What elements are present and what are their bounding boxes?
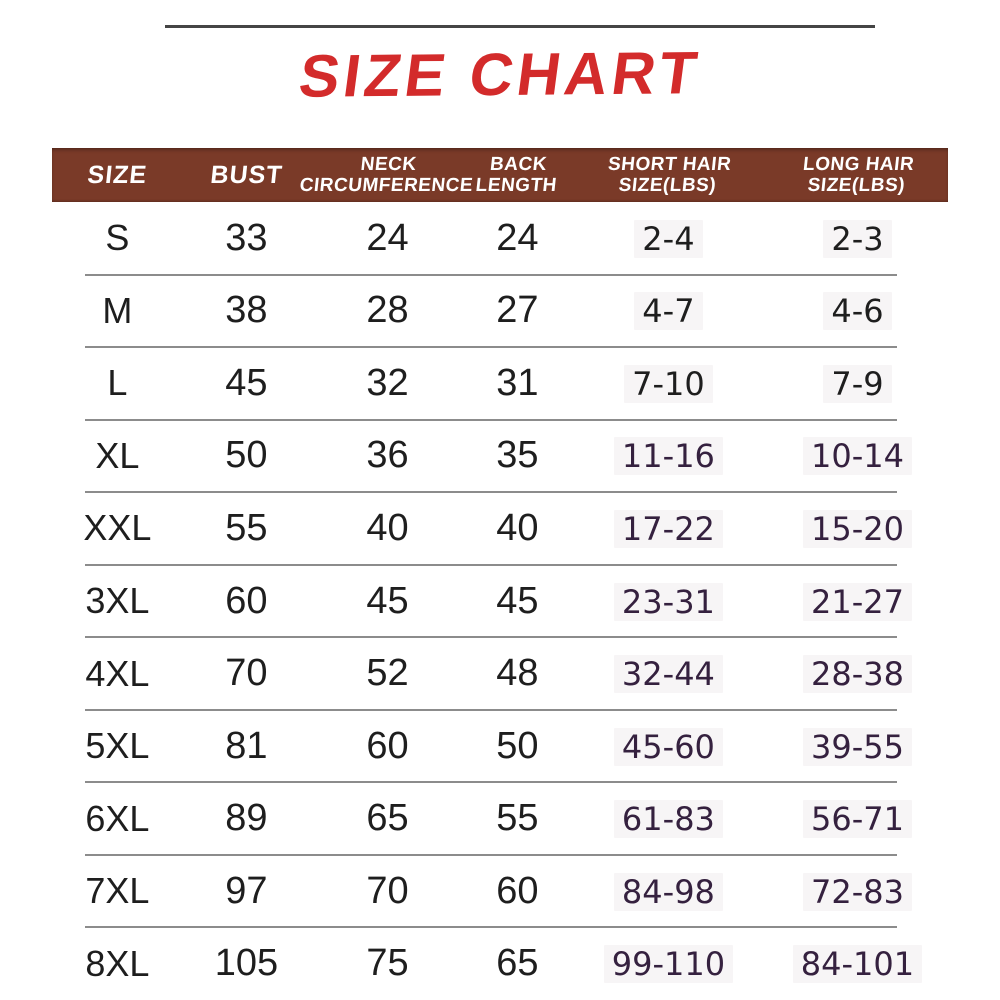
cell-short-hair-lbs (570, 942, 767, 985)
cell-value: 40 (496, 506, 539, 549)
cell-value: 81 (225, 724, 268, 767)
cell-long-hair-lbs (767, 870, 948, 913)
cell-size (52, 725, 183, 767)
column-header-label: SIZE (86, 161, 149, 189)
table-row-7xl (52, 855, 948, 928)
column-header-label-line1: NECK (359, 153, 418, 175)
column-header-label-line2: LENGTH (474, 175, 558, 196)
cell-value: 15-20 (803, 510, 912, 548)
cell-neck-circumference (310, 434, 465, 477)
table-row-s (52, 202, 948, 275)
cell-long-hair-lbs (767, 652, 948, 695)
cell-bust (183, 507, 310, 550)
column-header-label: BUST (208, 161, 284, 189)
cell-value: L (107, 362, 128, 404)
cell-value: 38 (225, 289, 268, 332)
column-header-label-line2: CIRCUMFERENCE (298, 175, 475, 196)
cell-value: 84-101 (793, 945, 922, 983)
cell-neck-circumference (310, 942, 465, 985)
cell-value: 11-16 (614, 437, 723, 475)
cell-value: 35 (496, 434, 539, 477)
cell-back-length (465, 870, 570, 913)
cell-back-length (465, 289, 570, 332)
cell-neck-circumference (310, 870, 465, 913)
cell-long-hair-lbs (767, 942, 948, 985)
cell-neck-circumference (310, 362, 465, 405)
table-row-xxl (52, 492, 948, 565)
cell-value: 50 (225, 434, 268, 477)
cell-long-hair-lbs (767, 362, 948, 405)
table-row-5xl (52, 710, 948, 783)
cell-size (52, 870, 183, 912)
cell-value: 7-10 (624, 365, 713, 403)
cell-short-hair-lbs (570, 797, 767, 840)
cell-value: 99-110 (604, 945, 733, 983)
cell-long-hair-lbs (767, 289, 948, 332)
cell-value: 45-60 (614, 728, 723, 766)
column-header-neck-circumference (298, 148, 475, 202)
cell-value: 28-38 (803, 655, 912, 693)
cell-short-hair-lbs (570, 434, 767, 477)
table-body (52, 202, 948, 1000)
cell-size (52, 507, 183, 549)
column-header-label-line2: SIZE(LBS) (617, 175, 718, 196)
size-chart-table (52, 148, 948, 1000)
cell-value: 7XL (85, 870, 150, 912)
table-row-8xl (52, 927, 948, 1000)
cell-short-hair-lbs (570, 870, 767, 913)
cell-bust (183, 217, 310, 260)
cell-long-hair-lbs (767, 434, 948, 477)
cell-size (52, 580, 183, 622)
cell-value: 56-71 (803, 800, 912, 838)
cell-bust (183, 797, 310, 840)
cell-short-hair-lbs (570, 725, 767, 768)
column-header-label-line2: SIZE(LBS) (806, 175, 907, 196)
cell-value: 17-22 (614, 510, 723, 548)
cell-value: S (105, 217, 130, 259)
cell-value: 97 (225, 869, 268, 912)
table-row-l (52, 347, 948, 420)
cell-neck-circumference (310, 580, 465, 623)
cell-bust (183, 580, 310, 623)
cell-back-length (465, 942, 570, 985)
cell-back-length (465, 652, 570, 695)
cell-long-hair-lbs (767, 725, 948, 768)
cell-neck-circumference (310, 507, 465, 550)
cell-size (52, 217, 183, 259)
cell-neck-circumference (310, 725, 465, 768)
cell-value: 72-83 (803, 873, 912, 911)
table-header-row (52, 148, 948, 202)
cell-value: 70 (366, 869, 409, 912)
cell-value: 4-7 (634, 292, 702, 330)
cell-value: 8XL (85, 942, 150, 984)
cell-value: 40 (366, 506, 409, 549)
cell-bust (183, 289, 310, 332)
cell-value: 70 (225, 652, 268, 695)
top-divider-line (165, 25, 875, 28)
cell-short-hair-lbs (570, 362, 767, 405)
cell-value: 60 (496, 869, 539, 912)
cell-value: 2-3 (823, 220, 891, 258)
column-header-back-length (462, 148, 573, 202)
column-header-label-line1: SHORT HAIR (606, 153, 733, 175)
cell-value: 89 (225, 797, 268, 840)
cell-long-hair-lbs (767, 217, 948, 260)
cell-value: 45 (496, 579, 539, 622)
cell-long-hair-lbs (767, 580, 948, 623)
cell-short-hair-lbs (570, 580, 767, 623)
cell-value: 39-55 (803, 728, 912, 766)
column-header-label-line1: LONG HAIR (801, 153, 916, 175)
cell-value: 5XL (85, 725, 150, 767)
cell-value: 105 (214, 942, 279, 985)
column-header-long-hair-size (764, 148, 951, 202)
cell-value: 75 (366, 942, 409, 985)
cell-value: 61-83 (614, 800, 723, 838)
cell-value: 4XL (85, 652, 150, 694)
column-header-size (49, 148, 185, 202)
cell-value: 48 (496, 652, 539, 695)
cell-value: 24 (496, 216, 539, 259)
cell-value: 50 (496, 724, 539, 767)
cell-bust (183, 942, 310, 985)
cell-value: 27 (496, 289, 539, 332)
cell-value: 31 (496, 361, 539, 404)
cell-size (52, 653, 183, 695)
table-row-xl (52, 420, 948, 493)
column-header-label-line1: BACK (489, 153, 549, 175)
cell-value: 21-27 (803, 583, 912, 621)
cell-value: 55 (496, 797, 539, 840)
table-row-3xl (52, 565, 948, 638)
cell-value: 36 (366, 434, 409, 477)
cell-neck-circumference (310, 217, 465, 260)
cell-bust (183, 652, 310, 695)
cell-short-hair-lbs (570, 289, 767, 332)
cell-value: 6XL (85, 797, 150, 839)
cell-value: 60 (225, 579, 268, 622)
column-header-bust (180, 148, 313, 202)
table-row-6xl (52, 782, 948, 855)
cell-size (52, 798, 183, 840)
cell-short-hair-lbs (570, 217, 767, 260)
cell-value: 3XL (85, 580, 150, 621)
cell-long-hair-lbs (767, 507, 948, 550)
page-title: SIZE CHART (295, 39, 705, 110)
cell-back-length (465, 217, 570, 260)
cell-bust (183, 362, 310, 405)
cell-value: 4-6 (823, 292, 891, 330)
cell-value: 60 (366, 724, 409, 767)
cell-neck-circumference (310, 797, 465, 840)
cell-bust (183, 434, 310, 477)
cell-size (52, 362, 183, 404)
cell-value: 65 (496, 942, 539, 985)
cell-value: 45 (225, 361, 268, 404)
cell-value: 24 (366, 216, 409, 259)
cell-value: 7-9 (823, 365, 891, 403)
cell-short-hair-lbs (570, 507, 767, 550)
cell-short-hair-lbs (570, 652, 767, 695)
cell-back-length (465, 580, 570, 623)
cell-value: XXL (83, 507, 152, 549)
table-row-4xl (52, 637, 948, 710)
cell-back-length (465, 434, 570, 477)
cell-neck-circumference (310, 652, 465, 695)
cell-bust (183, 725, 310, 768)
cell-value: 45 (366, 579, 409, 622)
cell-value: 32 (366, 361, 409, 404)
cell-back-length (465, 362, 570, 405)
cell-value: 2-4 (634, 220, 702, 258)
cell-value: 10-14 (803, 437, 912, 475)
cell-value: 32-44 (614, 655, 723, 693)
cell-neck-circumference (310, 289, 465, 332)
cell-value: 33 (225, 216, 268, 259)
cell-size (52, 290, 183, 332)
cell-value: 52 (366, 652, 409, 695)
column-header-short-hair-size (567, 148, 770, 202)
cell-long-hair-lbs (767, 797, 948, 840)
cell-value: 65 (366, 797, 409, 840)
cell-size (52, 943, 183, 985)
cell-back-length (465, 725, 570, 768)
cell-value: M (102, 289, 133, 331)
cell-back-length (465, 797, 570, 840)
cell-value: 84-98 (614, 873, 723, 911)
cell-value: 28 (366, 289, 409, 332)
cell-value: XL (95, 434, 140, 476)
cell-value: 23-31 (614, 583, 723, 621)
cell-size (52, 435, 183, 477)
table-row-m (52, 275, 948, 348)
cell-value: 55 (225, 506, 268, 549)
cell-back-length (465, 507, 570, 550)
cell-bust (183, 870, 310, 913)
